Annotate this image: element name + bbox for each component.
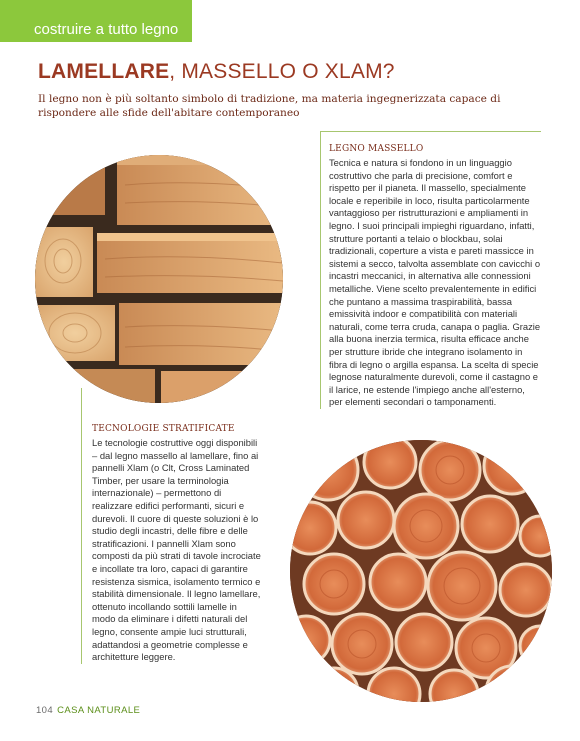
section-tag bbox=[0, 0, 192, 42]
section-tag-label: costruire a tutto legno bbox=[34, 21, 179, 38]
timber-beams-photo bbox=[35, 155, 283, 403]
column-right-title: LEGNO MASSELLO bbox=[329, 144, 424, 154]
page-number: 104 bbox=[36, 705, 54, 716]
column-right-text: Tecnica e natura si fondono in un linguaggio costruttivo che parla di precisione, comfort e rispetto per il pianeta. Il massello, specialmente locale e reperibile in loco, risulta particolarmente vantaggioso per ristrutturazioni e ampliamenti in legno. I suoi principali impieghi riguardano, infatti, strutture portanti a telaio o blockbau, solai tradizionali, coperture a vista e pareti massicce in sistemi a secco, talvolta assemblate con cavicchi o incastri meccanici, in alternativa alle connessioni metalliche. Viene scelto prevalentemente in edifici che puntano a massima traspirabilità, bassa emissività indoor e compatibilità con materiali naturali, come terra cruda, canapa o paglia. Grazie alla buona inerzia termica, risulta efficace anche per strutture ibride che integrano isolamento in fibra di legno o argilla espansa. La scelta di specie legnose naturalmente durevoli, come il castagno e il larice, ne estende l'impiego anche all'esterno, per elementi secondari o tamponamenti. bbox=[329, 157, 541, 408]
page-headline bbox=[38, 60, 395, 83]
log-ends-illustration bbox=[290, 440, 552, 702]
column-legno-massello bbox=[320, 131, 541, 409]
magazine-name: CASA NATURALE bbox=[57, 705, 141, 716]
page-footer bbox=[36, 705, 140, 716]
log-ends-photo bbox=[290, 440, 552, 702]
column-left-text: Le tecnologie costruttive oggi disponibili – dal legno massello al lamellare, fino ai pannelli Xlam (o Clt, Cross Laminated Timber, per usare la terminologia internazionale) – permettono di realizzare edifici performanti, sicuri e durevoli. Il cuore di queste soluzioni è lo studio degli incastri, delle fibre e delle stratificazioni. I pannelli Xlam sono composti da più strati di tavole incrociate e incollate tra loro, capaci di garantire resistenza sismica, isolamento termico e stabilità dimensionale. Il legno lamellare, ottenuto incollando sottili lamelle in modo da eliminare i difetti naturali del legno, consente ampie luci strutturali, adattandosi a geometrie complesse e architetture leggere. bbox=[92, 437, 261, 663]
headline-rest: , MASSELLO O XLAM? bbox=[169, 60, 395, 83]
timber-beams-illustration bbox=[35, 155, 283, 403]
column-left-title: TECNOLOGIE STRATIFICATE bbox=[92, 424, 235, 434]
column-tecnologie-stratificate bbox=[81, 388, 262, 664]
headline-bold: LAMELLARE bbox=[38, 60, 170, 83]
lede-paragraph: Il legno non è più soltanto simbolo di tradizione, ma materia ingegnerizzata capace di rispondere alle sfide dell'abitare contemporaneo bbox=[38, 93, 501, 119]
